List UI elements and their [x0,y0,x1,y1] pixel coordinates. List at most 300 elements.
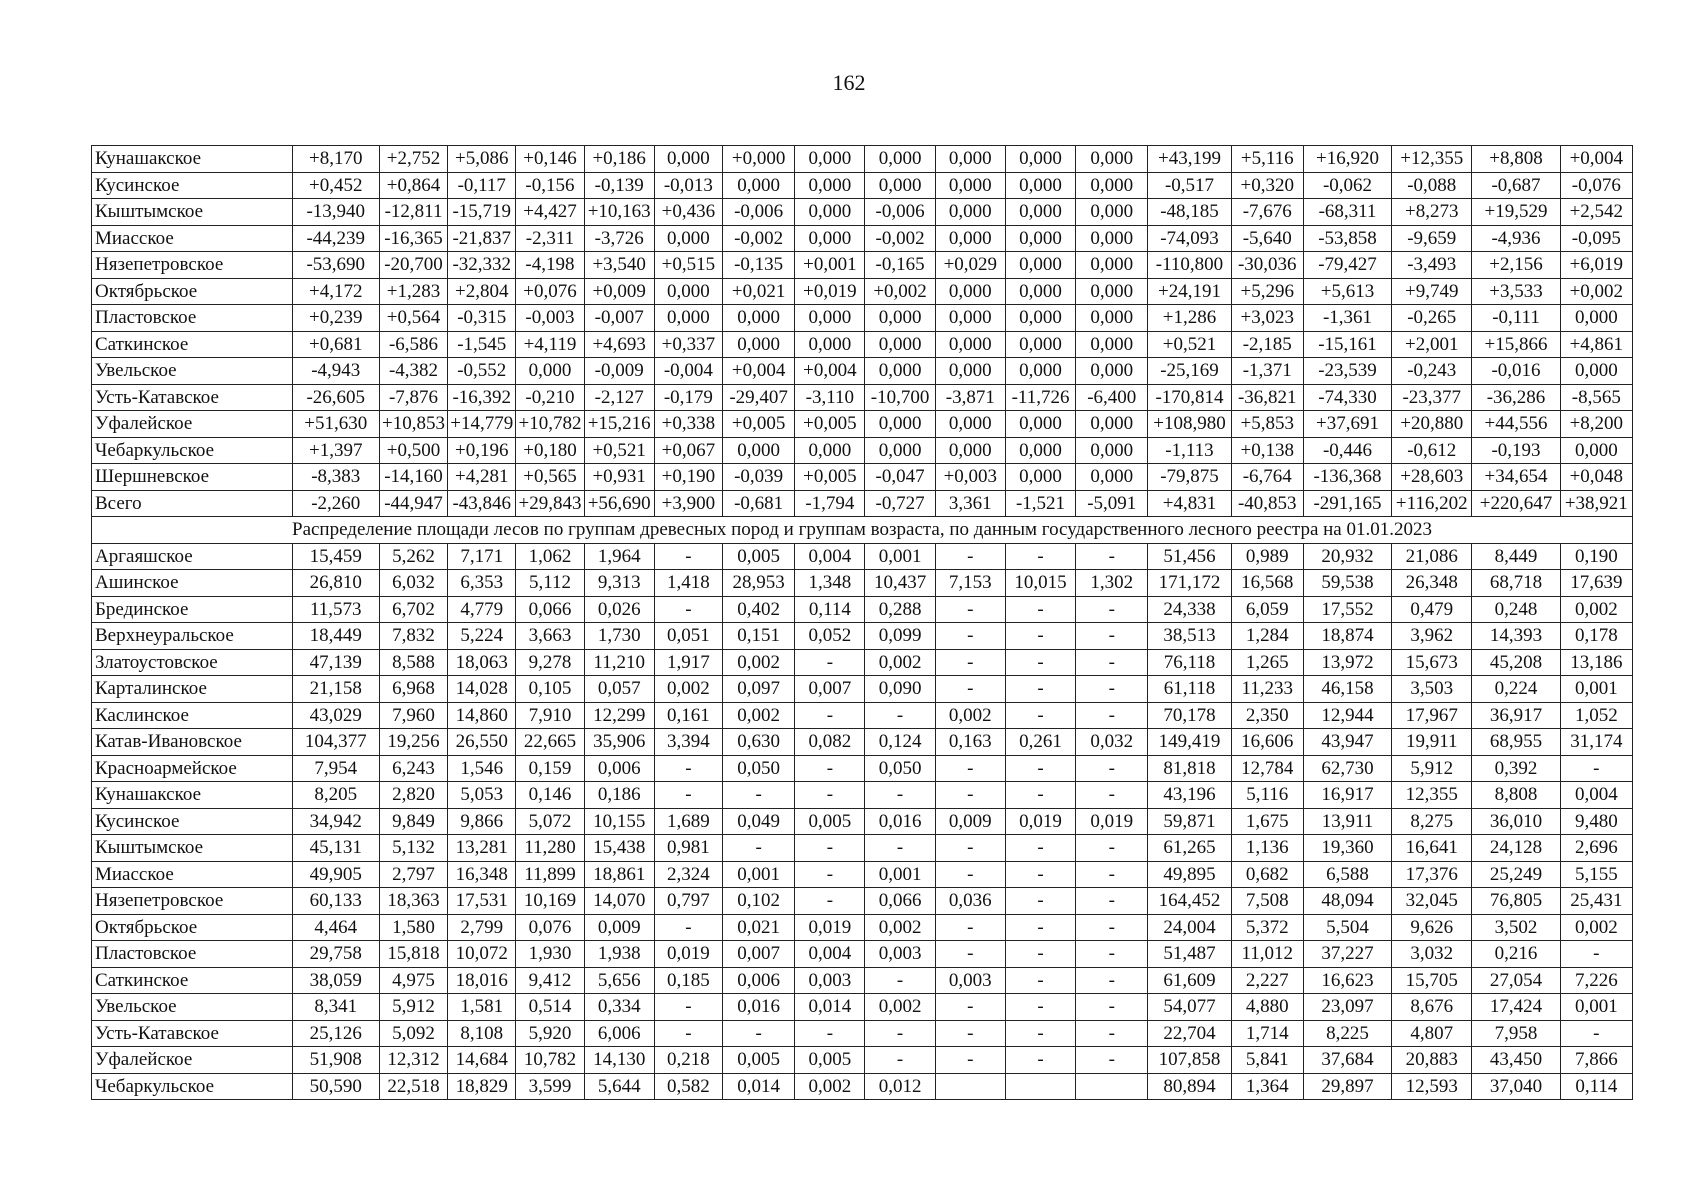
value-cell: 76,118 [1148,649,1231,676]
value-cell: +0,564 [379,305,447,332]
value-cell: -8,565 [1560,384,1632,411]
table-row [92,676,1633,703]
value-cell: +0,002 [1560,278,1632,305]
value-cell: 0,000 [654,225,722,252]
value-cell: - [795,888,865,915]
value-cell: 1,546 [448,755,516,782]
value-cell: - [1076,1020,1148,1047]
value-cell: 1,938 [584,941,654,968]
value-cell: +34,654 [1472,464,1560,491]
value-cell: 0,000 [935,411,1005,438]
value-cell: 0,057 [584,676,654,703]
value-cell: +0,076 [516,278,584,305]
value-cell: -6,400 [1076,384,1148,411]
value-cell: 5,092 [379,1020,447,1047]
value-cell [1005,1073,1075,1100]
value-cell: -0,088 [1392,172,1472,199]
value-cell: - [795,835,865,862]
value-cell: 16,348 [448,861,516,888]
value-cell: 45,131 [292,835,379,862]
value-cell: 14,070 [584,888,654,915]
value-cell: 0,006 [723,967,795,994]
value-cell: +16,920 [1303,146,1391,173]
value-cell: 0,000 [795,331,865,358]
value-cell: - [723,835,795,862]
value-cell: 0,000 [654,146,722,173]
value-cell: 0,224 [1472,676,1560,703]
value-cell: 0,114 [795,596,865,623]
value-cell: 0,099 [865,623,935,650]
table-row [92,146,1633,173]
value-cell: +0,239 [292,305,379,332]
value-cell: 0,000 [1076,358,1148,385]
value-cell: 17,376 [1392,861,1472,888]
value-cell: 17,967 [1392,702,1472,729]
value-cell: 26,348 [1392,570,1472,597]
value-cell: 0,049 [723,808,795,835]
value-cell: +0,067 [654,437,722,464]
value-cell: -79,427 [1303,252,1391,279]
value-cell: +3,533 [1472,278,1560,305]
value-cell: -0,315 [448,305,516,332]
value-cell: +0,931 [584,464,654,491]
value-cell: 18,063 [448,649,516,676]
value-cell: +8,273 [1392,199,1472,226]
value-cell: -0,006 [865,199,935,226]
region-name-cell: Саткинское [92,331,293,358]
value-cell: -3,871 [935,384,1005,411]
value-cell: - [935,1020,1005,1047]
value-cell: -30,036 [1231,252,1303,279]
value-cell: 0,000 [1076,225,1148,252]
value-cell: 68,955 [1472,729,1560,756]
value-cell: 0,000 [1076,199,1148,226]
value-cell: -25,169 [1148,358,1231,385]
value-cell: 1,689 [654,808,722,835]
value-cell: 54,077 [1148,994,1231,1021]
value-cell: 8,108 [448,1020,516,1047]
value-cell: 3,032 [1392,941,1472,968]
value-cell: - [654,543,722,570]
value-cell: 3,663 [516,623,584,650]
value-cell: +44,556 [1472,411,1560,438]
region-name-cell: Кыштымское [92,199,293,226]
value-cell: +4,172 [292,278,379,305]
value-cell: 14,028 [448,676,516,703]
value-cell: +0,021 [723,278,795,305]
value-cell: 1,136 [1231,835,1303,862]
value-cell: - [1560,1020,1632,1047]
value-cell: 8,341 [292,994,379,1021]
value-cell: 19,911 [1392,729,1472,756]
value-cell: - [935,676,1005,703]
value-cell: -4,943 [292,358,379,385]
table-row [92,252,1633,279]
value-cell: 3,502 [1472,914,1560,941]
value-cell: 0,005 [795,1047,865,1074]
value-cell: +0,864 [379,172,447,199]
value-cell: 17,639 [1560,570,1632,597]
region-name-cell: Увельское [92,994,293,1021]
table-row [92,358,1633,385]
value-cell: +0,004 [723,358,795,385]
value-cell: 0,014 [723,1073,795,1100]
value-cell: 51,908 [292,1047,379,1074]
value-cell: -0,007 [584,305,654,332]
value-cell: 0,000 [935,305,1005,332]
value-cell: +24,191 [1148,278,1231,305]
value-cell: -0,095 [1560,225,1632,252]
value-cell: 6,588 [1303,861,1391,888]
value-cell: 10,015 [1005,570,1075,597]
value-cell: 10,782 [516,1047,584,1074]
value-cell: 12,355 [1392,782,1472,809]
value-cell: 0,002 [723,702,795,729]
region-name-cell: Златоустовское [92,649,293,676]
value-cell: 0,334 [584,994,654,1021]
value-cell: - [1005,967,1075,994]
value-cell: - [1076,914,1148,941]
value-cell: -1,794 [795,490,865,517]
region-name-cell: Ашинское [92,570,293,597]
value-cell: 2,227 [1231,967,1303,994]
value-cell: +20,880 [1392,411,1472,438]
value-cell: -0,003 [516,305,584,332]
value-cell: - [795,755,865,782]
value-cell: 0,146 [516,782,584,809]
value-cell: - [1005,649,1075,676]
value-cell: +5,853 [1231,411,1303,438]
region-name-cell: Красноармейское [92,755,293,782]
value-cell: -8,383 [292,464,379,491]
value-cell: - [795,649,865,676]
value-cell: 0,000 [795,199,865,226]
value-cell: 60,133 [292,888,379,915]
value-cell: -53,858 [1303,225,1391,252]
value-cell: - [1005,543,1075,570]
table-row [92,570,1633,597]
value-cell: 0,002 [1560,914,1632,941]
value-cell: 0,000 [865,331,935,358]
table-row [92,225,1633,252]
value-cell: 25,126 [292,1020,379,1047]
value-cell: 0,019 [654,941,722,968]
value-cell: -26,605 [292,384,379,411]
value-cell: -36,286 [1472,384,1560,411]
value-cell: 0,000 [865,146,935,173]
value-cell: 12,944 [1303,702,1391,729]
table-row [92,464,1633,491]
value-cell: 7,226 [1560,967,1632,994]
value-cell: 15,818 [379,941,447,968]
value-cell: - [1076,941,1148,968]
value-cell: - [654,1020,722,1047]
value-cell: 0,000 [935,358,1005,385]
value-cell: 11,573 [292,596,379,623]
value-cell: 0,000 [1076,437,1148,464]
value-cell: -0,117 [448,172,516,199]
table-row [92,808,1633,835]
value-cell: - [865,1020,935,1047]
value-cell: 43,196 [1148,782,1231,809]
value-cell: - [935,1047,1005,1074]
value-cell: 15,459 [292,543,379,570]
table-row [92,411,1633,438]
value-cell: -0,016 [1472,358,1560,385]
value-cell: 0,630 [723,729,795,756]
value-cell: +8,200 [1560,411,1632,438]
region-name-cell: Чебаркульское [92,1073,293,1100]
value-cell: +0,196 [448,437,516,464]
value-cell: 0,051 [654,623,722,650]
value-cell: -23,539 [1303,358,1391,385]
table-row [92,782,1633,809]
value-cell: +0,005 [795,411,865,438]
value-cell: 18,829 [448,1073,516,1100]
value-cell: 0,000 [1005,225,1075,252]
table-row [92,199,1633,226]
value-cell: 0,178 [1560,623,1632,650]
value-cell: -13,940 [292,199,379,226]
value-cell: 4,880 [1231,994,1303,1021]
value-cell: +0,320 [1231,172,1303,199]
value-cell: +0,001 [795,252,865,279]
value-cell: 0,000 [723,437,795,464]
value-cell: 1,917 [654,649,722,676]
value-cell: 6,243 [379,755,447,782]
value-cell: 0,190 [1560,543,1632,570]
value-cell: 81,818 [1148,755,1231,782]
value-cell: 59,538 [1303,570,1391,597]
value-cell: 3,599 [516,1073,584,1100]
table-row [92,914,1633,941]
value-cell: 0,479 [1392,596,1472,623]
value-cell: 29,897 [1303,1073,1391,1100]
value-cell: 0,000 [1076,278,1148,305]
value-cell: 0,000 [1005,172,1075,199]
value-cell: 5,224 [448,623,516,650]
value-cell: - [795,702,865,729]
value-cell: 36,010 [1472,808,1560,835]
value-cell: 0,005 [723,1047,795,1074]
table-row [92,437,1633,464]
value-cell: 0,000 [1005,437,1075,464]
value-cell: 0,000 [723,331,795,358]
value-cell: - [1005,941,1075,968]
value-cell: 0,797 [654,888,722,915]
value-cell: +37,691 [1303,411,1391,438]
value-cell: 9,313 [584,570,654,597]
value-cell: +4,427 [516,199,584,226]
value-cell: 0,021 [723,914,795,941]
value-cell: 0,050 [865,755,935,782]
value-cell: - [1076,888,1148,915]
value-cell: 0,050 [723,755,795,782]
region-name-cell: Октябрьское [92,914,293,941]
value-cell: 171,172 [1148,570,1231,597]
value-cell: -14,160 [379,464,447,491]
value-cell: - [1005,1020,1075,1047]
value-cell: 17,552 [1303,596,1391,623]
value-cell: 16,606 [1231,729,1303,756]
value-cell: 0,000 [935,278,1005,305]
value-cell: 11,899 [516,861,584,888]
value-cell: -0,517 [1148,172,1231,199]
value-cell: -3,110 [795,384,865,411]
value-cell: +0,681 [292,331,379,358]
value-cell: 3,361 [935,490,1005,517]
value-cell: 0,000 [1005,411,1075,438]
value-cell: 0,000 [935,331,1005,358]
value-cell: 15,705 [1392,967,1472,994]
region-name-cell: Кунашакское [92,146,293,173]
value-cell: -6,764 [1231,464,1303,491]
value-cell: 35,906 [584,729,654,756]
value-cell: 2,350 [1231,702,1303,729]
value-cell: - [654,755,722,782]
value-cell: 0,005 [795,808,865,835]
value-cell: - [723,1020,795,1047]
value-cell: 15,438 [584,835,654,862]
region-name-cell: Миасское [92,861,293,888]
value-cell: -0,111 [1472,305,1560,332]
value-cell: -7,876 [379,384,447,411]
region-name-cell: Пластовское [92,305,293,332]
value-cell: 0,052 [795,623,865,650]
value-cell: 0,000 [865,172,935,199]
value-cell: 18,363 [379,888,447,915]
value-cell: -2,127 [584,384,654,411]
value-cell: +0,048 [1560,464,1632,491]
value-cell: 0,009 [935,808,1005,835]
value-cell: -0,243 [1392,358,1472,385]
value-cell: +2,156 [1472,252,1560,279]
value-cell: 13,186 [1560,649,1632,676]
value-cell: 0,248 [1472,596,1560,623]
value-cell: 1,964 [584,543,654,570]
value-cell: 5,504 [1303,914,1391,941]
value-cell: +4,831 [1148,490,1231,517]
value-cell: 46,158 [1303,676,1391,703]
value-cell: 0,000 [935,225,1005,252]
value-cell: +10,782 [516,411,584,438]
value-cell: 61,609 [1148,967,1231,994]
value-cell: 0,005 [723,543,795,570]
value-cell: +0,004 [795,358,865,385]
value-cell: 0,000 [516,358,584,385]
region-name-cell: Верхнеуральское [92,623,293,650]
value-cell: +0,002 [865,278,935,305]
value-cell: -2,185 [1231,331,1303,358]
value-cell: 47,139 [292,649,379,676]
table-row [92,278,1633,305]
value-cell: +220,647 [1472,490,1560,517]
value-cell: 0,001 [865,543,935,570]
value-cell: 2,799 [448,914,516,941]
value-cell: 5,155 [1560,861,1632,888]
region-name-cell: Кунашакское [92,782,293,809]
value-cell: 0,076 [516,914,584,941]
value-cell: -0,039 [723,464,795,491]
region-name-cell: Шершневское [92,464,293,491]
value-cell: 8,225 [1303,1020,1391,1047]
value-cell: 11,210 [584,649,654,676]
value-cell: - [1076,755,1148,782]
value-cell: 0,003 [865,941,935,968]
value-cell: +0,005 [723,411,795,438]
region-name-cell: Миасское [92,225,293,252]
value-cell: +116,202 [1392,490,1472,517]
value-cell: 18,861 [584,861,654,888]
region-name-cell: Каслинское [92,702,293,729]
section-header-row [92,517,1633,544]
value-cell: 49,905 [292,861,379,888]
value-cell: 0,000 [1005,146,1075,173]
table-row [92,649,1633,676]
value-cell: +28,603 [1392,464,1472,491]
table-row [92,835,1633,862]
value-cell: - [1005,623,1075,650]
value-cell: 0,163 [935,729,1005,756]
value-cell: -15,719 [448,199,516,226]
value-cell: +0,338 [654,411,722,438]
value-cell: 0,002 [1560,596,1632,623]
table-row [92,596,1633,623]
value-cell: 8,205 [292,782,379,809]
value-cell: - [935,755,1005,782]
value-cell: 1,580 [379,914,447,941]
value-cell: -0,727 [865,490,935,517]
value-cell: 28,953 [723,570,795,597]
value-cell: 12,784 [1231,755,1303,782]
value-cell: - [654,782,722,809]
region-name-cell: Саткинское [92,967,293,994]
value-cell: 22,665 [516,729,584,756]
value-cell: - [935,941,1005,968]
value-cell: -5,640 [1231,225,1303,252]
value-cell: -36,821 [1231,384,1303,411]
value-cell: 4,807 [1392,1020,1472,1047]
value-cell: -0,179 [654,384,722,411]
table-row [92,941,1633,968]
value-cell: -5,091 [1076,490,1148,517]
value-cell: - [1076,596,1148,623]
value-cell: 17,531 [448,888,516,915]
value-cell: 61,118 [1148,676,1231,703]
value-cell: -0,165 [865,252,935,279]
value-cell: 0,000 [723,172,795,199]
value-cell: 1,418 [654,570,722,597]
value-cell: 5,644 [584,1073,654,1100]
value-cell: 0,000 [865,437,935,464]
value-cell: +0,436 [654,199,722,226]
value-cell: -1,113 [1148,437,1231,464]
value-cell: +14,779 [448,411,516,438]
value-cell: 49,895 [1148,861,1231,888]
table-row [92,729,1633,756]
value-cell: +0,146 [516,146,584,173]
value-cell: 0,000 [935,146,1005,173]
value-cell: +15,216 [584,411,654,438]
value-cell: 0,000 [1076,305,1148,332]
value-cell: 0,981 [654,835,722,862]
value-cell: 20,932 [1303,543,1391,570]
value-cell: 1,730 [584,623,654,650]
value-cell: 1,675 [1231,808,1303,835]
value-cell: 8,275 [1392,808,1472,835]
region-name-cell: Аргаяшское [92,543,293,570]
value-cell: 18,449 [292,623,379,650]
